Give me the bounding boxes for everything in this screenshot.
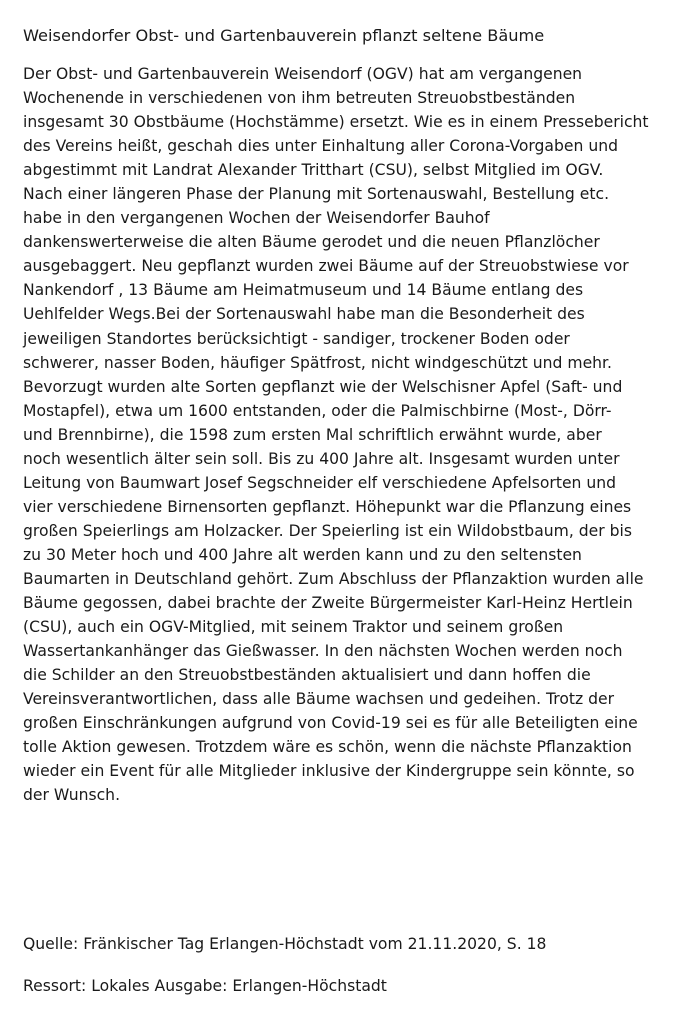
- body-line: des Vereins heißt, geschah dies unter Einhaltung aller Corona-Vorgaben und: [23, 137, 618, 156]
- body-line: dankenswerterweise die alten Bäume gerodet und die neuen Pflanzlöcher: [23, 233, 600, 252]
- body-line: und Brennbirne), die 1598 zum ersten Mal schriftlich erwähnt wurde, aber: [23, 425, 602, 444]
- body-line: die Schilder an den Streuobstbeständen aktualisiert und dann hoffen die: [23, 666, 591, 685]
- body-line: Leitung von Baumwart Josef Segschneider elf verschiedene Apfelsorten und: [23, 473, 617, 492]
- body-line: großen Einschränkungen aufgrund von Covid-19 sei es für alle Beteiligten eine: [23, 714, 638, 733]
- body-line: Vereinsverantwortlichen, dass alle Bäume wachsen und gedeihen. Trotz der: [23, 690, 615, 709]
- body-line: vier verschiedene Birnensorten gepflanzt. Höhepunkt war die Pflanzung eines: [23, 497, 632, 516]
- body-line: tolle Aktion gewesen. Trotzdem wäre es schön, wenn die nächste Pflanzaktion: [23, 738, 632, 757]
- body-line: habe in den vergangenen Wochen der Weisendorfer Bauhof: [23, 209, 490, 228]
- body-line: schwerer, nasser Boden, häufiger Spätfrost, nicht windgeschützt und mehr.: [23, 353, 612, 372]
- body-line: (CSU), auch ein OGV-Mitglied, mit seinem Traktor und seinem großen: [23, 618, 564, 637]
- body-line: jeweiligen Standortes berücksichtigt - sandiger, trockener Boden oder: [23, 329, 570, 348]
- body-line: Mostapfel), etwa um 1600 entstanden, oder die Palmischbirne (Most-, Dörr-: [23, 401, 612, 420]
- body-line: noch wesentlich älter sein soll. Bis zu 400 Jahre alt. Insgesamt wurden unter: [23, 449, 620, 468]
- article-body: [23, 62, 671, 807]
- article: [23, 24, 671, 807]
- section-line: Ressort: Lokales Ausgabe: Erlangen-Höchstadt: [23, 977, 387, 995]
- body-line: ausgebaggert. Neu gepflanzt wurden zwei Bäume auf der Streuobstwiese vor: [23, 257, 629, 276]
- body-line: Nach einer längeren Phase der Planung mit Sortenauswahl, Bestellung etc.: [23, 185, 610, 204]
- body-line: Bevorzugt wurden alte Sorten gepflanzt wie der Welschisner Apfel (Saft- und: [23, 377, 623, 396]
- article-title: Weisendorfer Obst- und Gartenbauverein pflanzt seltene Bäume: [23, 26, 545, 45]
- body-line: Uehlfelder Wegs.Bei der Sortenauswahl habe man die Besonderheit des: [23, 305, 585, 324]
- body-line: Nankendorf , 13 Bäume am Heimatmuseum und 14 Bäume entlang des: [23, 281, 584, 300]
- body-line: Der Obst- und Gartenbauverein Weisendorf (OGV) hat am vergangenen: [23, 65, 583, 83]
- body-line: insgesamt 30 Obstbäume (Hochstämme) ersetzt. Wie es in einem Pressebericht: [23, 113, 649, 132]
- body-line: der Wunsch.: [23, 786, 121, 805]
- body-line: Wassertankanhänger das Gießwasser. In den nächsten Wochen werden noch: [23, 642, 623, 661]
- body-line: wieder ein Event für alle Mitglieder inklusive der Kindergruppe sein könnte, so: [23, 762, 635, 781]
- body-line: Wochenende in verschiedenen von ihm betreuten Streuobstbeständen: [23, 89, 576, 108]
- body-line: großen Speierlings am Holzacker. Der Speierling ist ein Wildobstbaum, der bis: [23, 521, 632, 540]
- body-line: zu 30 Meter hoch und 400 Jahre alt werden kann und zu den seltensten: [23, 545, 582, 564]
- body-line: Baumarten in Deutschland gehört. Zum Abschluss der Pflanzaktion wurden alle: [23, 569, 644, 588]
- source-line: Quelle: Fränkischer Tag Erlangen-Höchstadt vom 21.11.2020, S. 18: [23, 935, 547, 953]
- body-line: abgestimmt mit Landrat Alexander Tritthart (CSU), selbst Mitglied im OGV.: [23, 161, 604, 180]
- body-line: Bäume gegossen, dabei brachte der Zweite Bürgermeister Karl-Heinz Hertlein: [23, 594, 633, 613]
